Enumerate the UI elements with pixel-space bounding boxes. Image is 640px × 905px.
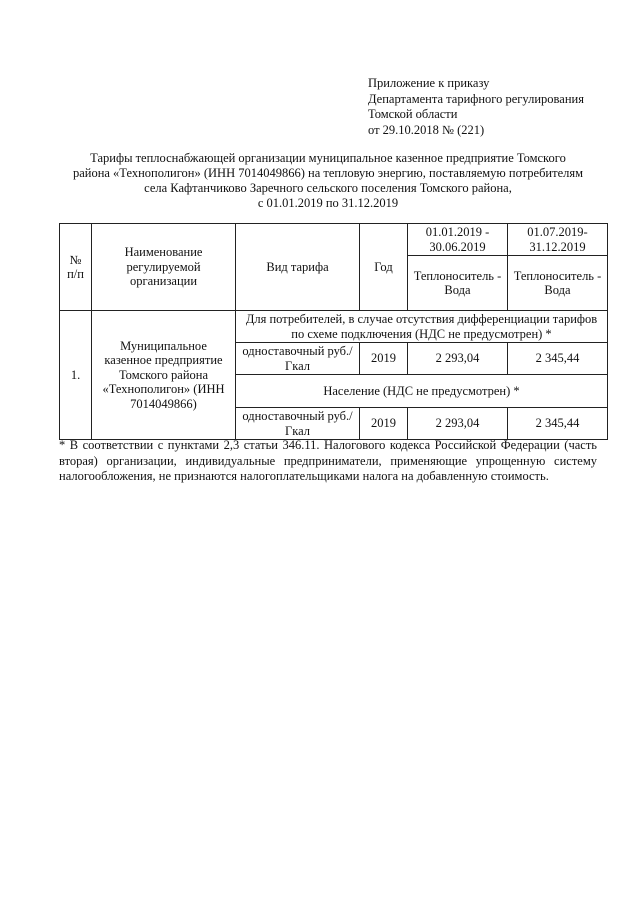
year-cell: 2019 xyxy=(360,408,408,440)
appendix-header xyxy=(368,76,584,138)
tariff-type-cell: одноставочный руб./Гкал xyxy=(236,343,360,375)
group-heading-row xyxy=(60,311,608,343)
tariff-type-cell: одноставочный руб./Гкал xyxy=(236,408,360,440)
appendix-date-line: от 29.10.2018 № (221) xyxy=(368,122,485,137)
appendix-line: Приложение к приказу xyxy=(368,76,490,90)
title-line: Тарифы теплоснабжающей организации муниципальное казенное предприятие Томского xyxy=(90,151,566,165)
footnote: * В соответствии с пунктами 2,3 статьи 346.11. Налогового кодекса Российской Федерации (часть вторая) организации, индивидуальные предприниматели, применяющие упрощенную систему налогообложения, не признаются налогоплательщиками налога на добавленную стоимость. xyxy=(59,438,597,483)
header-year: Год xyxy=(360,224,408,311)
title-line: района «Технополигон» (ИНН 7014049866) на тепловую энергию, поставляемую потребителям xyxy=(72,166,584,180)
year-cell: 2019 xyxy=(360,343,408,375)
title-line: села Кафтанчиково Заречного сельского поселения Томского района, xyxy=(144,181,512,195)
header-period-2: 01.07.2019- 31.12.2019 xyxy=(508,224,608,256)
value-cell-period-1: 2 293,04 xyxy=(408,343,508,375)
header-carrier-2: Теплоноситель - Вода xyxy=(508,256,608,311)
tariff-table xyxy=(59,223,608,440)
value-cell-period-2: 2 345,44 xyxy=(508,343,608,375)
header-number: № п/п xyxy=(60,224,92,311)
value-cell-period-2: 2 345,44 xyxy=(508,408,608,440)
title-line: с 01.01.2019 по 31.12.2019 xyxy=(257,196,399,210)
appendix-line: Департамента тарифного регулирования xyxy=(368,91,584,106)
header-tariff-type: Вид тарифа xyxy=(236,224,360,311)
value-cell-period-1: 2 293,04 xyxy=(408,408,508,440)
appendix-line: Томской области xyxy=(368,107,458,121)
group-heading: Население (НДС не предусмотрен) * xyxy=(236,375,608,408)
table-header-row xyxy=(60,224,608,256)
group-heading: Для потребителей, в случае отсутствия дифференциации тарифов по схеме подключения (НДС не предусмотрен) * xyxy=(236,311,608,343)
header-period-1: 01.01.2019 - 30.06.2019 xyxy=(408,224,508,256)
organization-name: Муниципальное казенное предприятие Томского района «Технополигон» (ИНН 7014049866) xyxy=(92,311,236,440)
header-organization: Наименование регулируемой организации xyxy=(92,224,236,311)
header-carrier-1: Теплоноситель - Вода xyxy=(408,256,508,311)
document-title xyxy=(40,151,616,211)
row-number: 1. xyxy=(60,311,92,440)
